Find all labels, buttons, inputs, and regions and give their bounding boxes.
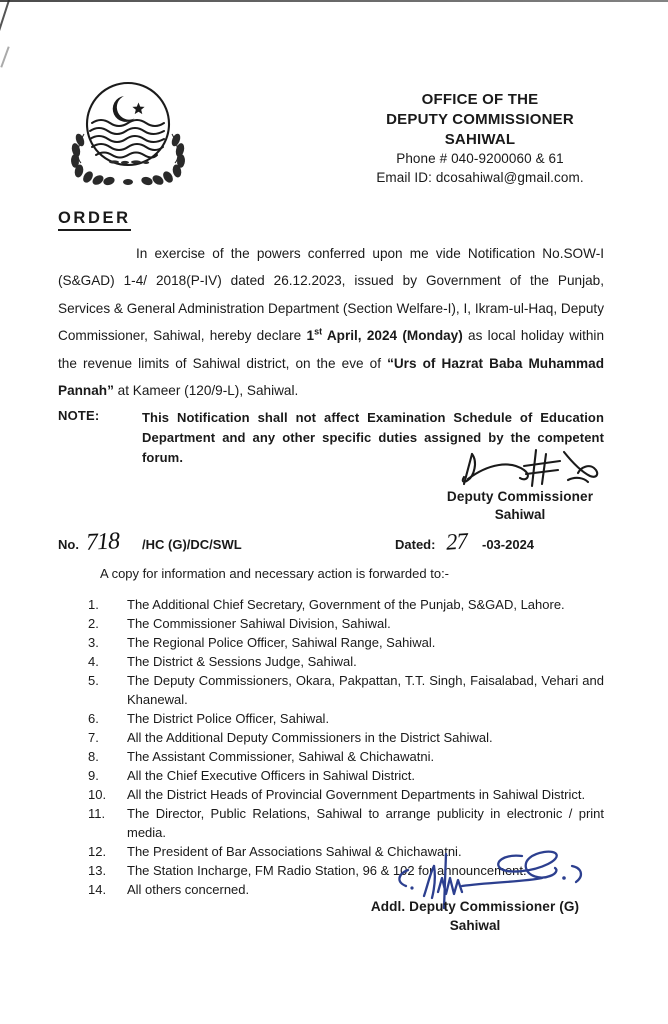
list-item-number: 5. bbox=[88, 672, 99, 688]
order-heading: ORDER bbox=[58, 209, 131, 231]
list-item-number: 7. bbox=[88, 729, 99, 745]
order-body-part3: at Kameer (120/9-L), Sahiwal. bbox=[113, 383, 299, 399]
list-item-text: The Assistant Commissioner, Sahiwal & Chichawatni. bbox=[127, 748, 435, 764]
list-item-number: 9. bbox=[88, 767, 99, 783]
order-holiday-date-rest: April, 2024 (Monday) bbox=[322, 328, 463, 344]
list-item-text: The District Police Officer, Sahiwal. bbox=[127, 710, 330, 726]
order-body-part1: In exercise of the powers conferred upon me vide Notification No.SOW-I (S&GAD) 1-4/ 2018(P-IV) dated 26.12.2023, issued by Government of the Punjab, Services & General Administration Department (Section Welfare-I), I, Ikram-ul-Haq, Deputy Commissioner, Sahiwal, hereby declare bbox=[58, 246, 604, 344]
reference-row bbox=[58, 528, 604, 557]
list-item-number: 12. bbox=[88, 843, 107, 859]
list-item-number: 14. bbox=[88, 881, 107, 897]
reference-dated-rest: -03-2024 bbox=[482, 537, 535, 552]
list-item-number: 2. bbox=[88, 615, 99, 631]
list-item-text: The Station Incharge, FM Radio Station, 96 & 102 for announcement. bbox=[127, 862, 527, 878]
list-item-number: 8. bbox=[88, 748, 99, 764]
addl-deputy-commissioner-signature-block bbox=[330, 856, 620, 936]
letterhead-designation-line: DEPUTY COMMISSIONER bbox=[386, 110, 574, 128]
list-item bbox=[88, 767, 604, 786]
list-item-text: All the District Heads of Provincial Government Departments in Sahiwal District. bbox=[127, 786, 586, 802]
letterhead bbox=[330, 90, 630, 187]
note-text: This Notification shall not affect Examination Schedule of Education Department and any other specific duties assigned by the competent forum. bbox=[142, 410, 604, 465]
handwritten-signature-icon bbox=[448, 446, 608, 492]
list-item bbox=[88, 786, 604, 805]
letterhead-phone: Phone # 040-9200060 & 61 bbox=[396, 151, 564, 167]
list-item-text: All others concerned. bbox=[127, 881, 250, 897]
reference-no-suffix: /HC (G)/DC/SWL bbox=[142, 537, 242, 552]
letterhead-office-line: OFFICE OF THE bbox=[421, 91, 539, 108]
note-label: NOTE: bbox=[58, 408, 100, 423]
signature-city: Sahiwal bbox=[449, 917, 501, 933]
list-item-number: 6. bbox=[88, 710, 99, 726]
list-item bbox=[88, 672, 604, 710]
list-item-text: The Regional Police Officer, Sahiwal Range, Sahiwal. bbox=[127, 634, 436, 650]
order-holiday-date-ordinal: st bbox=[314, 326, 323, 337]
list-item bbox=[88, 596, 604, 615]
list-item bbox=[88, 653, 604, 672]
list-item-text: The Deputy Commissioners, Okara, Pakpattan, T.T. Singh, Faisalabad, Vehari and Khanewal. bbox=[127, 672, 604, 707]
reference-dated-label: Dated: bbox=[395, 537, 436, 552]
signature-city: Sahiwal bbox=[494, 507, 546, 523]
government-of-punjab-emblem bbox=[62, 74, 194, 186]
list-item-number: 1. bbox=[88, 597, 99, 612]
list-item-text: The Commissioner Sahiwal Division, Sahiwal. bbox=[127, 615, 391, 631]
letterhead-email: Email ID: dcosahiwal@gmail.com. bbox=[376, 170, 584, 186]
list-item bbox=[88, 805, 604, 843]
order-event-name: “Urs of Hazrat Baba Muhammad Pannah” bbox=[58, 355, 604, 399]
letterhead-city-line: SAHIWAL bbox=[444, 130, 516, 148]
scan-corner-streak-artifact-secondary bbox=[0, 46, 9, 67]
list-item-text: All the Chief Executive Officers in Sahiwal District. bbox=[127, 767, 416, 783]
list-item bbox=[88, 634, 604, 653]
list-item-text: The District & Sessions Judge, Sahiwal. bbox=[127, 653, 357, 669]
order-body-paragraph bbox=[58, 240, 604, 405]
scan-edge-artifact bbox=[0, 0, 668, 2]
list-item-text: The Additional Chief Secretary, Government of the Punjab, S&GAD, Lahore. bbox=[127, 597, 565, 612]
list-item bbox=[88, 615, 604, 634]
reference-dated-handwritten: 27 bbox=[445, 528, 468, 555]
order-body-part2: as local holiday within the revenue limits of Sahiwal district, on the eve of bbox=[58, 328, 605, 371]
list-item-number: 3. bbox=[88, 634, 99, 650]
list-item-text: The President of Bar Associations Sahiwal & Chichawatni. bbox=[127, 843, 462, 859]
list-item-number: 4. bbox=[88, 653, 99, 669]
list-item bbox=[88, 710, 604, 729]
forwarded-to-line: A copy for information and necessary action is forwarded to:- bbox=[100, 566, 450, 581]
list-item-number: 13. bbox=[88, 862, 107, 878]
reference-no-handwritten: 718 bbox=[85, 528, 120, 556]
list-item-text: The Director, Public Relations, Sahiwal to arrange publicity in electronic / print media. bbox=[127, 805, 604, 840]
reference-no-label: No. bbox=[58, 537, 79, 552]
signature-title: Addl. Deputy Commissioner (G) bbox=[370, 899, 580, 914]
order-holiday-date-number: 1 bbox=[306, 328, 315, 344]
list-item-number: 11. bbox=[88, 805, 106, 821]
deputy-commissioner-signature-block bbox=[420, 452, 620, 525]
list-item-number: 10. bbox=[88, 786, 107, 802]
list-item-text: All the Additional Deputy Commissioners in the District Sahiwal. bbox=[127, 729, 493, 745]
order-holiday-date bbox=[307, 328, 463, 343]
list-item bbox=[88, 729, 604, 748]
list-item bbox=[88, 748, 604, 767]
signature-title: Deputy Commissioner bbox=[446, 489, 594, 504]
